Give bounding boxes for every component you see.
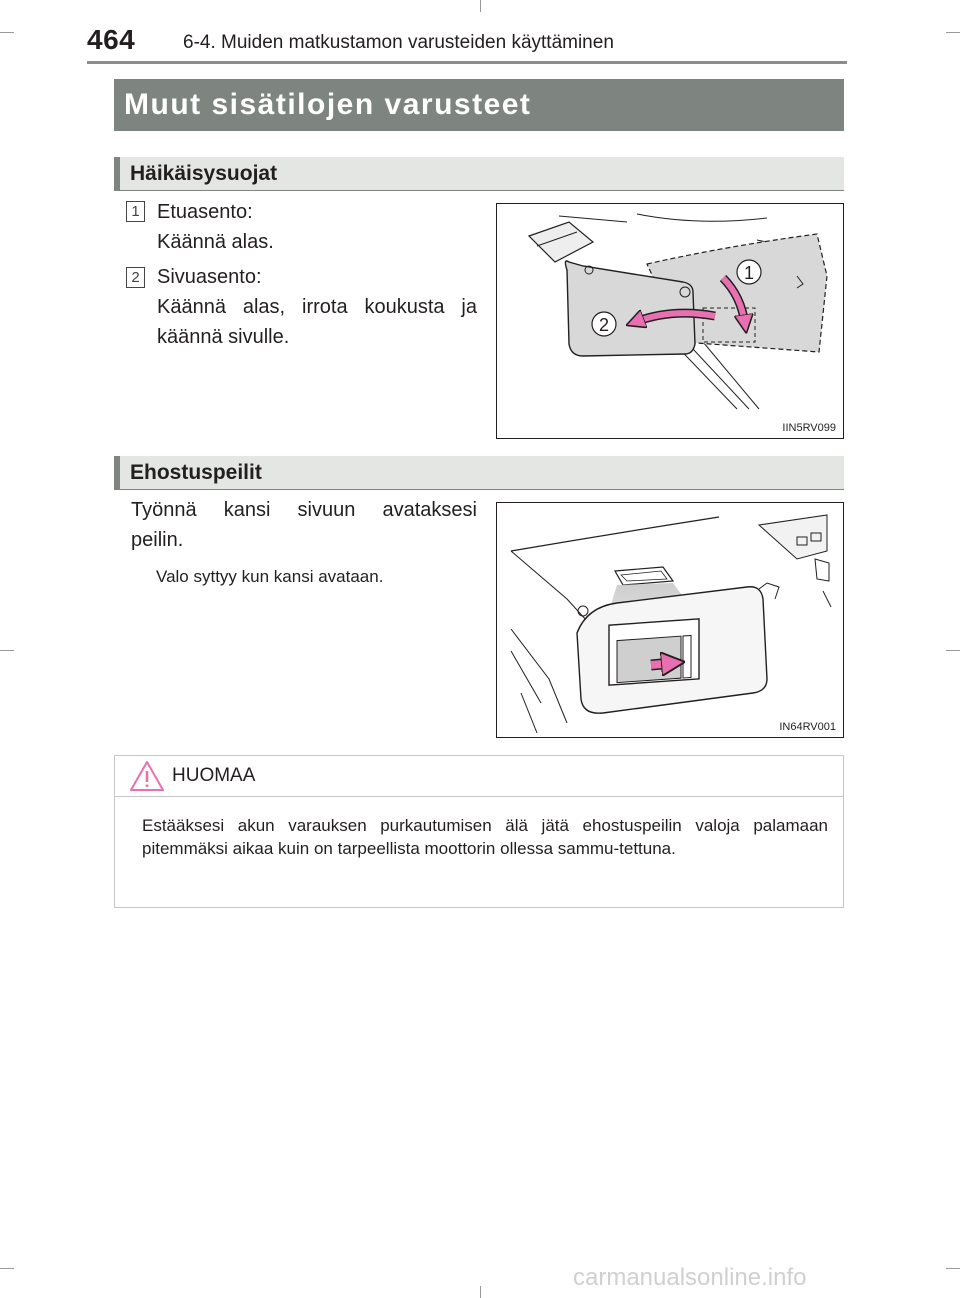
callout-1-label: 1 bbox=[743, 263, 755, 283]
mirror-light-note: Valo syttyy kun kansi avataan. bbox=[156, 567, 384, 586]
crop-mark bbox=[946, 32, 960, 33]
step-number-2: 2 bbox=[126, 267, 145, 288]
notice-header bbox=[115, 756, 843, 797]
step-2-line-1: Sivuasento: bbox=[157, 266, 262, 288]
step-2-line-2: Käännä alas, irrota koukusta ja bbox=[157, 296, 477, 318]
chapter-title: 6-4. Muiden matkustamon varusteiden käyttäminen bbox=[183, 32, 614, 53]
crop-mark bbox=[0, 650, 14, 651]
figure-code: IIN5RV099 bbox=[782, 422, 836, 434]
page-number: 464 bbox=[87, 24, 136, 55]
header-divider bbox=[87, 61, 847, 64]
sun-visor-illustration bbox=[496, 203, 844, 439]
figure-code: IN64RV001 bbox=[779, 721, 836, 733]
mirror-instruction-line-1: Työnnä kansi sivuun avataksesi bbox=[131, 499, 477, 521]
notice-text: Estääksesi akun varauksen purkautumisen älä jätä ehostuspeilin valoja palamaan pitemmäksi aikaa kuin on tarpeellista moottorin ollessa sammu-tettuna. bbox=[142, 816, 828, 858]
crop-mark bbox=[946, 1268, 960, 1269]
vanity-mirror-illustration bbox=[496, 502, 844, 738]
section-heading-sun-visors: Häikäisysuojat bbox=[114, 157, 844, 191]
crop-mark bbox=[480, 0, 481, 12]
section-heading-vanity-mirrors: Ehostuspeilit bbox=[114, 456, 844, 490]
page-title: Muut sisätilojen varusteet bbox=[114, 79, 844, 131]
crop-mark bbox=[946, 650, 960, 651]
vanity-mirror-drawing bbox=[497, 503, 843, 737]
mirror-instruction-line-2: peilin. bbox=[131, 529, 184, 551]
step-1-line-2: Käännä alas. bbox=[157, 231, 274, 253]
warning-triangle-icon bbox=[129, 760, 165, 792]
crop-mark bbox=[480, 1286, 481, 1298]
sun-visor-drawing bbox=[497, 204, 843, 438]
crop-mark bbox=[0, 32, 14, 33]
step-number-1: 1 bbox=[126, 201, 145, 222]
watermark: carmanualsonline.info bbox=[573, 1264, 807, 1291]
callout-2-label: 2 bbox=[598, 315, 610, 335]
notice-title: HUOMAA bbox=[172, 765, 256, 786]
crop-mark bbox=[0, 1268, 14, 1269]
notice-box bbox=[114, 755, 844, 908]
step-2-line-3: käännä sivulle. bbox=[157, 326, 290, 348]
step-1-line-1: Etuasento: bbox=[157, 201, 253, 223]
